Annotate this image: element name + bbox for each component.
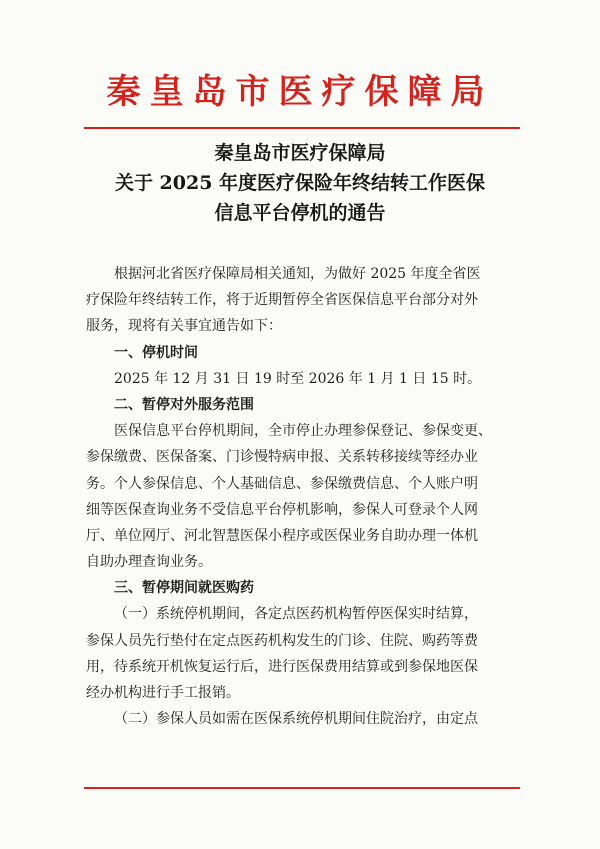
body-line: 厅、单位网厅、河北智慧医保小程序或医保业务自助办理一体机: [86, 527, 478, 544]
body-line: 细等医保查询业务不受信息平台停机影响，参保人可登录个人网: [86, 501, 478, 518]
body-line: 疗保险年终结转工作，将于近期暂停全省医保信息平台部分对外: [86, 292, 478, 309]
notice-body: [86, 261, 520, 732]
body-line: 2025 年 12 月 31 日 19 时至 2026 年 1 月 1 日 15 时。: [114, 370, 482, 387]
body-line: 务。个人参保信息、个人基础信息、参保缴费信息、个人账户明: [86, 475, 478, 492]
section-heading: 一、停机时间: [114, 344, 198, 361]
body-line: 根据河北省医疗保障局相关通知，为做好 2025 年度全省医: [114, 266, 481, 282]
body-line: 参保缴费、医保备案、门诊慢特病申报、关系转移接续等经办业: [86, 449, 478, 466]
body-line: （一）系统停机期间，各定点医药机构暂停医保实时结算，: [114, 606, 478, 623]
body-line: 用，待系统开机恢复运行后，进行医保费用结算或到参保地医保: [86, 658, 478, 675]
notice-title: [40, 138, 560, 228]
notice-title-line: 秦皇岛市医疗保障局: [214, 142, 386, 164]
footer-red-rule: [84, 787, 520, 789]
notice-title-line: 信息平台停机的通告: [214, 202, 386, 224]
masthead-title: 秦皇岛市医疗保障局: [106, 72, 494, 112]
section-heading: 三、暂停期间就医购药: [114, 580, 254, 597]
notice-title-line: 关于 2025 年度医疗保险年终结转工作医保: [114, 172, 486, 194]
section-heading: 二、暂停对外服务范围: [114, 396, 254, 413]
body-line: 服务，现将有关事宜通告如下：: [86, 318, 282, 335]
body-line: 参保人员先行垫付在定点医药机构发生的门诊、住院、购药等费: [86, 632, 478, 649]
body-line: 医保信息平台停机期间，全市停止办理参保登记、参保变更、: [114, 423, 492, 440]
body-line: （二）参保人员如需在医保系统停机期间住院治疗，由定点: [114, 711, 478, 728]
body-line: 自助办理查询业务。: [86, 554, 212, 571]
body-line: 经办机构进行手工报销。: [86, 685, 240, 701]
masthead-red-rule: [84, 127, 520, 129]
